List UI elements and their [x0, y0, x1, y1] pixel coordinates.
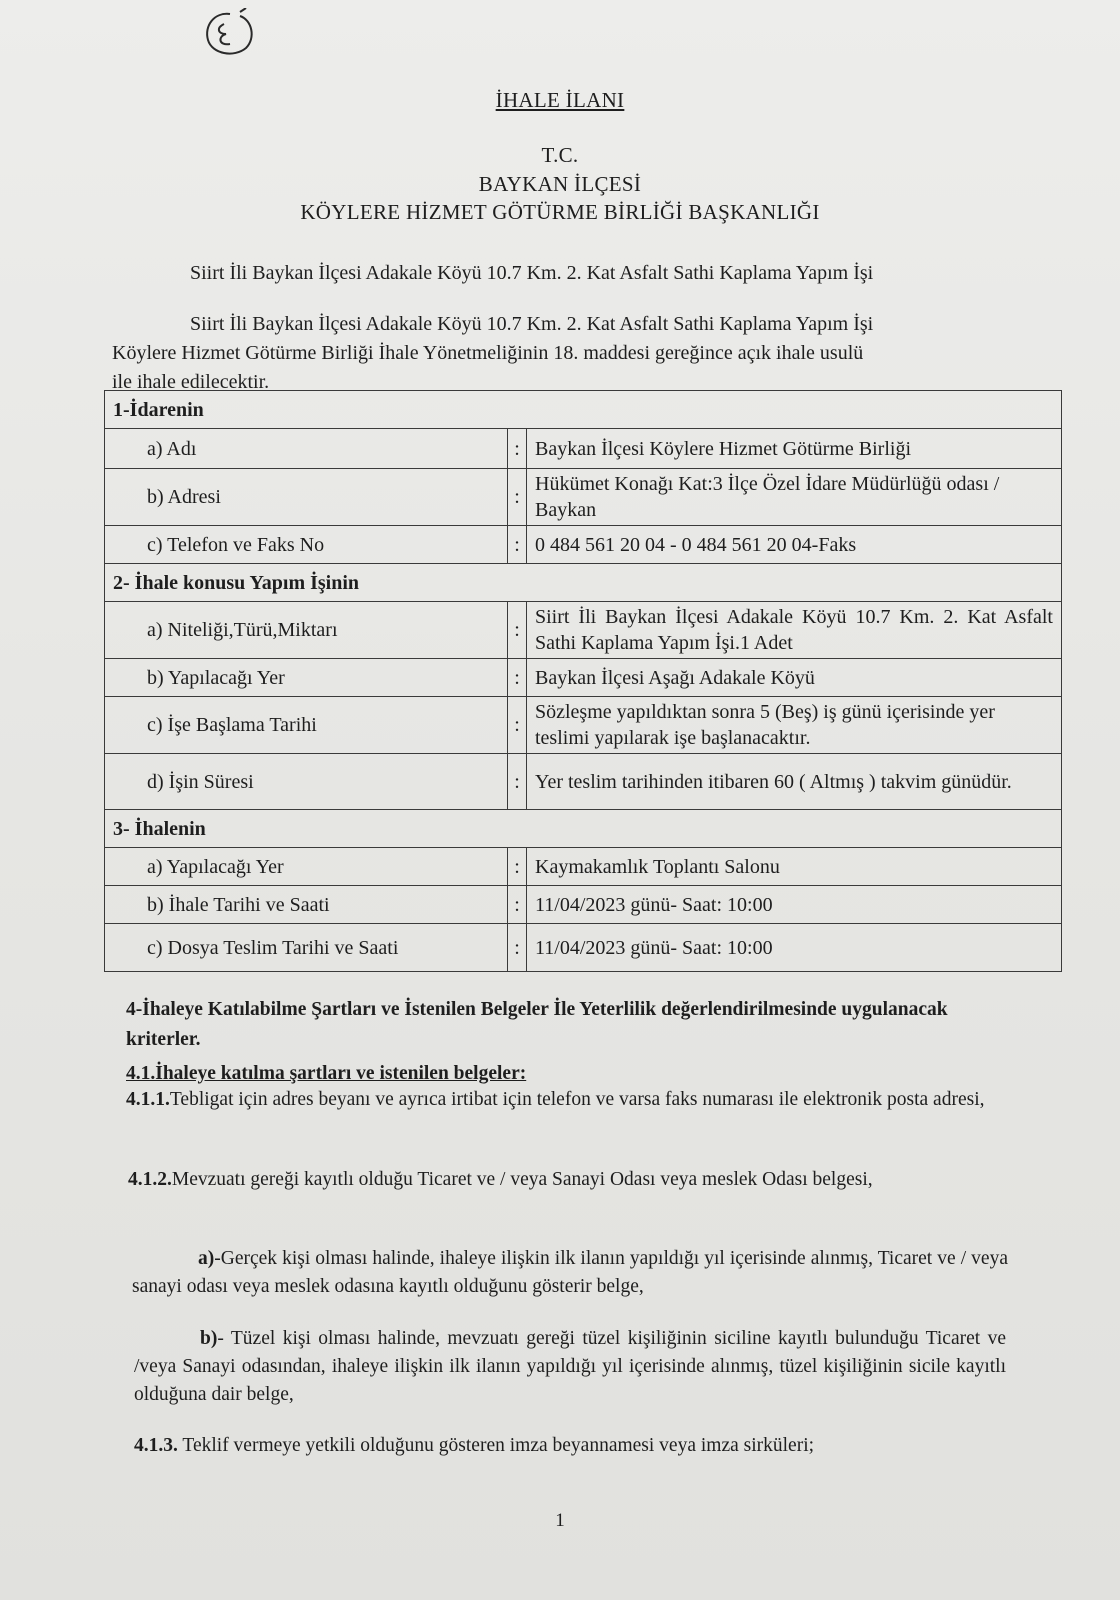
item-4-1-2-number: 4.1.2. — [128, 1169, 172, 1190]
s3-a-label: a) Yapılacağı Yer — [105, 848, 508, 886]
section-3-title: 3- İhalenin — [105, 810, 1062, 848]
item-4-1-1 — [126, 1086, 1006, 1114]
item-b-text: - Tüzel kişi olması halinde, mevzuatı gereği tüzel kişiliğinin siciline kayıtlı bulunduğu Ticaret ve /veya Sanayi odasından, ihaleye ilişkin ilk ilanın yapıldığı yıl içerisinde alınmış, tüzel kişiliğinin sicile kayıtlı olduğuna dair belge, — [134, 1328, 1006, 1405]
s1-c-value: 0 484 561 20 04 - 0 484 561 20 04-Faks — [527, 526, 1062, 564]
section-4-1-title: 4.1.İhaleye katılma şartları ve istenilen belgeler: — [126, 1063, 527, 1084]
colon: : — [508, 886, 527, 924]
item-4-1-1-number: 4.1.1. — [126, 1089, 170, 1110]
s2-c-value: Sözleşme yapıldıktan sonra 5 (Beş) iş günü içerisinde yer teslimi yapılarak işe başlanacaktır. — [527, 697, 1062, 754]
s2-b-label: b) Yapılacağı Yer — [105, 659, 508, 697]
item-4-1-2 — [128, 1166, 1006, 1194]
intro-line-1: Siirt İli Baykan İlçesi Adakale Köyü 10.7 Km. 2. Kat Asfalt Sathi Kaplama Yapım İşi — [190, 313, 874, 335]
intro-paragraph — [112, 310, 1012, 397]
colon: : — [508, 754, 527, 810]
item-4-1-3-text: Teklif vermeye yetkili olduğunu gösteren imza beyannamesi veya imza sirküleri; — [177, 1435, 815, 1456]
colon: : — [508, 602, 527, 659]
header-line-union: KÖYLERE HİZMET GÖTÜRME BİRLİĞİ BAŞKANLIĞI — [300, 200, 820, 224]
header-line-district: BAYKAN İLÇESİ — [478, 172, 642, 196]
notice-title: İHALE İLANI — [495, 88, 625, 112]
s2-b-value: Baykan İlçesi Aşağı Adakale Köyü — [527, 659, 1062, 697]
item-b-number: b) — [200, 1328, 218, 1349]
s2-a-value: Siirt İli Baykan İlçesi Adakale Köyü 10.7 Km. 2. Kat Asfalt Sathi Kaplama Yapım İşi.1 Adet — [527, 602, 1062, 659]
s2-c-label: c) İşe Başlama Tarihi — [105, 697, 508, 754]
colon: : — [508, 697, 527, 754]
item-4-1-3-number: 4.1.3. — [134, 1435, 178, 1456]
item-4-1-3 — [134, 1432, 1006, 1460]
s3-b-value: 11/04/2023 günü- Saat: 10:00 — [527, 886, 1062, 924]
tender-details-table — [104, 390, 1062, 972]
item-a-number: a) — [198, 1248, 215, 1269]
s2-a-label: a) Niteliği,Türü,Miktarı — [105, 602, 508, 659]
colon: : — [508, 526, 527, 564]
colon: : — [508, 848, 527, 886]
item-4-1-1-text: Tebligat için adres beyanı ve ayrıca irtibat için telefon ve varsa faks numarası ile elektronik posta adresi, — [169, 1089, 985, 1110]
page-number: 1 — [555, 1510, 565, 1531]
s2-d-value: Yer teslim tarihinden itibaren 60 ( Altmış ) takvim günüdür. — [527, 754, 1062, 810]
s1-c-label: c) Telefon ve Faks No — [105, 526, 508, 564]
s3-b-label: b) İhale Tarihi ve Saati — [105, 886, 508, 924]
intro-line-2: Köylere Hizmet Götürme Birliği İhale Yönetmeliğinin 18. maddesi gereğince açık ihale usulü — [112, 342, 864, 364]
header-line-tc: T.C. — [541, 143, 579, 167]
s3-c-value: 11/04/2023 günü- Saat: 10:00 — [527, 924, 1062, 972]
s2-d-label: d) İşin Süresi — [105, 754, 508, 810]
colon: : — [508, 429, 527, 469]
section-2-title: 2- İhale konusu Yapım İşinin — [105, 564, 1062, 602]
s1-a-label: a) Adı — [105, 429, 508, 469]
item-a — [132, 1245, 1008, 1301]
item-b — [134, 1325, 1006, 1409]
intro-line-3: ile ihale edilecektir. — [112, 371, 270, 393]
s3-a-value: Kaymakamlık Toplantı Salonu — [527, 848, 1062, 886]
section-4-title: 4-İhaleye Katılabilme Şartları ve İstenilen Belgeler İle Yeterlilik değerlendirilmesinde uygulanacak kriterler. — [126, 999, 948, 1050]
s1-b-value: Hükümet Konağı Kat:3 İlçe Özel İdare Müdürlüğü odası / Baykan — [527, 469, 1062, 526]
section-1-title: 1-İdarenin — [105, 391, 1062, 429]
handwritten-mark — [200, 8, 260, 63]
s1-a-value: Baykan İlçesi Köylere Hizmet Götürme Birliği — [527, 429, 1062, 469]
item-4-1-2-text: Mevzuatı gereği kayıtlı olduğu Ticaret ve / veya Sanayi Odası veya meslek Odası belgesi, — [171, 1169, 873, 1190]
colon: : — [508, 659, 527, 697]
subject-line: Siirt İli Baykan İlçesi Adakale Köyü 10.7 Km. 2. Kat Asfalt Sathi Kaplama Yapım İşi — [190, 262, 874, 284]
s3-c-label: c) Dosya Teslim Tarihi ve Saati — [105, 924, 508, 972]
s1-b-label: b) Adresi — [105, 469, 508, 526]
colon: : — [508, 924, 527, 972]
item-a-text: -Gerçek kişi olması halinde, ihaleye ilişkin ilk ilanın yapıldığı yıl içerisinde alınmış, Ticaret ve / veya sanayi odası veya meslek odasına kayıtlı olduğunu gösterir belge, — [132, 1248, 1008, 1297]
colon: : — [508, 469, 527, 526]
